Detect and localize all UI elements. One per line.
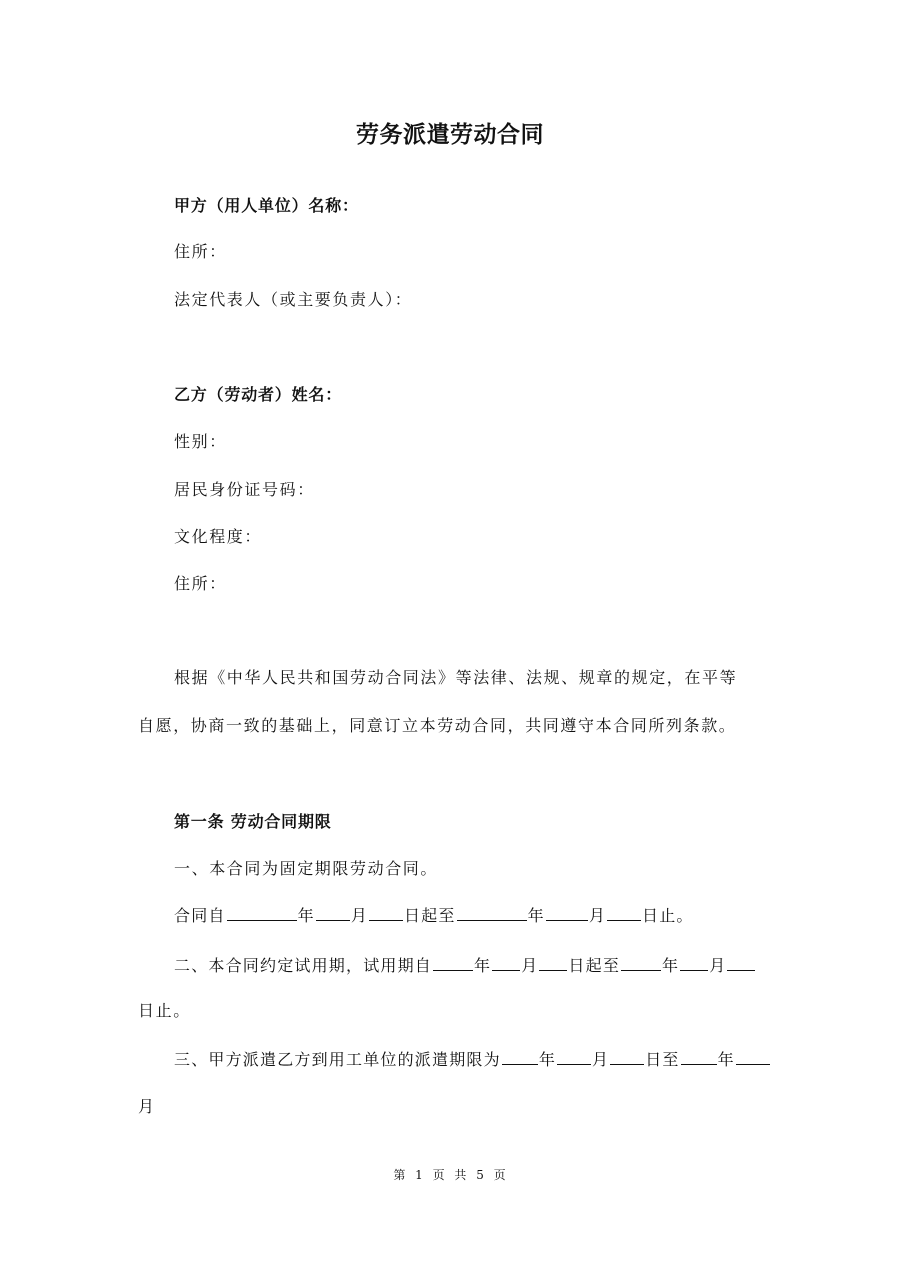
- dispatch-end-year-blank[interactable]: [681, 1049, 717, 1065]
- dispatch-year-label: 年: [538, 1050, 557, 1069]
- end-year-blank[interactable]: [457, 905, 527, 921]
- probation-month-label: 月: [521, 956, 539, 975]
- dispatch-month-label: 月: [592, 1050, 610, 1069]
- term-start-suffix: 日起至: [404, 906, 456, 925]
- dispatch-term-line: [174, 1049, 771, 1071]
- probation-end-day-blank[interactable]: [727, 955, 755, 971]
- party-b-address: 住所：: [174, 574, 227, 593]
- dispatch-end-month-blank[interactable]: [736, 1049, 770, 1065]
- start-month-blank[interactable]: [316, 905, 350, 921]
- term-end-year-label: 年: [527, 906, 545, 925]
- end-month-blank[interactable]: [546, 905, 588, 921]
- party-b-gender: 性别：: [174, 432, 227, 451]
- party-a-address: 住所：: [174, 242, 227, 261]
- dispatch-start-day-blank[interactable]: [610, 1049, 644, 1065]
- article-1-item-1: 一、本合同为固定期限劳动合同。: [174, 859, 439, 878]
- dispatch-end-year-label: 年: [717, 1050, 735, 1069]
- party-b-heading: 乙方（劳动者）姓名：: [174, 385, 343, 404]
- probation-end-year-blank[interactable]: [621, 955, 661, 971]
- dispatch-start-month-blank[interactable]: [557, 1049, 591, 1065]
- term-month-label: 月: [350, 906, 369, 925]
- probation-start-month-blank[interactable]: [492, 955, 520, 971]
- probation-end-year-label: 年: [662, 956, 680, 975]
- probation-start-year-blank[interactable]: [433, 955, 473, 971]
- term-end-month-label: 月: [588, 906, 607, 925]
- probation-line: [174, 955, 756, 977]
- probation-end-line: 日止。: [138, 1001, 191, 1020]
- probation-prefix: 二、本合同约定试用期，试用期自: [174, 956, 433, 975]
- term-end-suffix: 日止。: [642, 906, 694, 925]
- dispatch-end-line: 月: [138, 1097, 156, 1116]
- dispatch-prefix: 三、甲方派遣乙方到用工单位的派遣期限为: [174, 1050, 501, 1069]
- probation-end-month-blank[interactable]: [680, 955, 708, 971]
- preamble-line-2: 自愿，协商一致的基础上，同意订立本劳动合同，共同遵守本合同所列条款。: [138, 716, 737, 735]
- contract-term-line: [174, 905, 694, 927]
- document-title: 劳务派遣劳动合同: [356, 122, 544, 148]
- term-year-label: 年: [297, 906, 315, 925]
- party-a-legal-rep: 法定代表人（或主要负责人）：: [174, 290, 413, 309]
- party-b-education: 文化程度：: [174, 527, 263, 546]
- dispatch-to-label: 日至: [645, 1050, 680, 1069]
- page-number: 第 1 页 共 5 页: [393, 1168, 507, 1182]
- start-year-blank[interactable]: [227, 905, 297, 921]
- preamble-line-1: 根据《中华人民共和国劳动合同法》等法律、法规、规章的规定，在平等: [174, 668, 738, 687]
- end-day-blank[interactable]: [607, 905, 641, 921]
- party-a-heading: 甲方（用人单位）名称：: [174, 196, 359, 215]
- party-b-id-number: 居民身份证号码：: [174, 480, 315, 499]
- probation-end-month-label: 月: [709, 956, 727, 975]
- article-1-heading: 第一条 劳动合同期限: [174, 812, 332, 831]
- probation-year-label: 年: [474, 956, 492, 975]
- dispatch-start-year-blank[interactable]: [502, 1049, 538, 1065]
- probation-start-day-blank[interactable]: [539, 955, 567, 971]
- start-day-blank[interactable]: [369, 905, 403, 921]
- term-prefix: 合同自: [174, 906, 226, 925]
- probation-start-suffix: 日起至: [568, 956, 621, 975]
